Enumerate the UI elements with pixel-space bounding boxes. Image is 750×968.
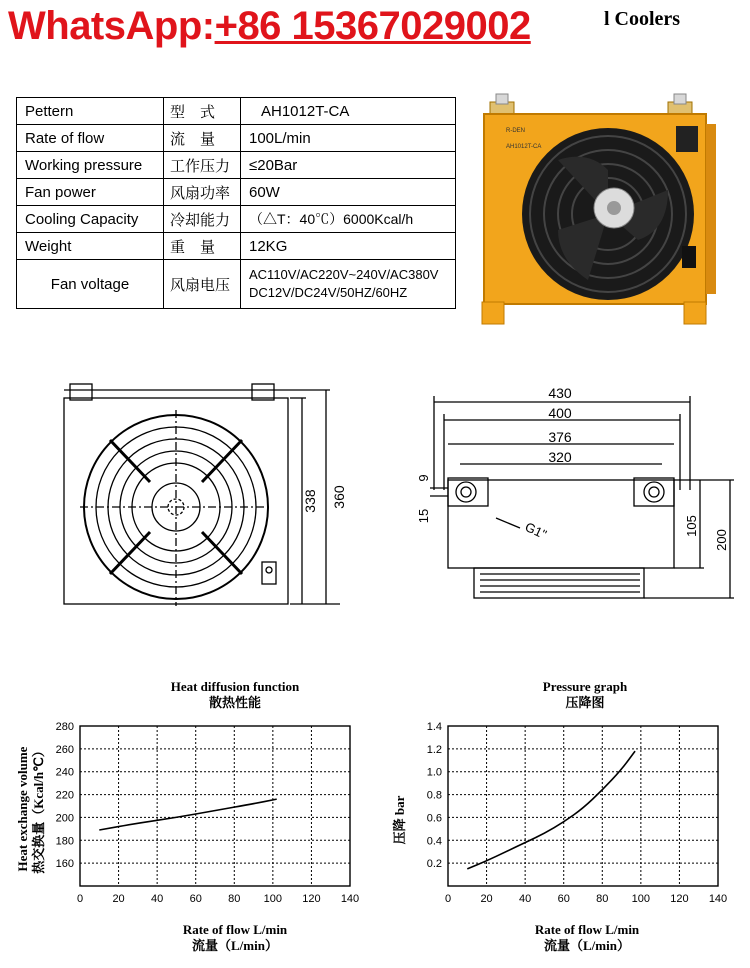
heat-series-line: [99, 799, 276, 830]
spec-value: 12KG: [241, 233, 456, 260]
heat-xlabel-cn: 流量（L/min）: [192, 938, 278, 953]
thread-label: G1": [522, 519, 549, 543]
pressure-ytick-label: 1.2: [426, 743, 442, 756]
pressure-ytick-label: 0.4: [426, 835, 442, 848]
spec-value: AH1012T-CA: [241, 98, 456, 125]
whatsapp-number[interactable]: +86 15367029002: [214, 4, 531, 48]
spec-en: Fan power: [17, 179, 164, 206]
heat-xtick-label: 120: [302, 893, 321, 905]
heat-xtick-label: 20: [112, 893, 125, 905]
pressure-ytick-label: 0.6: [426, 812, 442, 825]
pressure-xtick-label: 0: [444, 893, 452, 905]
heat-chart: [40, 718, 370, 910]
heat-ytick-label: 160: [55, 858, 74, 871]
heat-title-en: Heat diffusion function: [170, 679, 300, 694]
spec-cn: 冷却能力: [164, 206, 241, 233]
heat-xtick-label: 60: [189, 893, 202, 905]
table-row: [17, 233, 456, 260]
pressure-xlabel-cn: 流量（L/min）: [544, 938, 630, 953]
heat-xtick-label: 140: [340, 893, 360, 905]
heat-ytick-label: 180: [55, 835, 74, 848]
pressure-ytick-label: 0.2: [426, 858, 442, 871]
spec-value: 100L/min: [241, 125, 456, 152]
pressure-xtick-label: 120: [670, 893, 689, 905]
spec-cn: 风扇电压: [164, 260, 241, 309]
heat-xtick-label: 100: [263, 893, 283, 905]
pressure-xlabel: [462, 922, 712, 954]
side-view: [430, 396, 734, 598]
dim-320: 320: [548, 449, 572, 465]
pressure-chart: [408, 718, 738, 910]
whatsapp-contact[interactable]: [8, 4, 531, 49]
table-row: [17, 98, 456, 125]
dim-338: 338: [302, 489, 318, 513]
heat-xlabel: [110, 922, 360, 954]
spec-value: [241, 260, 456, 309]
dim-376: 376: [548, 429, 572, 445]
dim-430: 430: [548, 385, 572, 401]
spec-en: Weight: [17, 233, 164, 260]
heat-ytick-label: 280: [55, 721, 74, 733]
whatsapp-label: WhatsApp:: [8, 4, 215, 48]
pressure-xtick-label: 20: [480, 893, 493, 905]
front-view: [64, 384, 340, 606]
heat-xtick-label: 40: [151, 893, 164, 905]
spec-cn: 工作压力: [164, 152, 241, 179]
table-row: [17, 179, 456, 206]
heat-xlabel-en: Rate of flow L/min: [182, 922, 288, 937]
heat-chart-title: [120, 679, 350, 711]
spec-en: Working pressure: [17, 152, 164, 179]
photo-brand: R-DEN: [506, 128, 525, 134]
spec-en: Fan voltage: [17, 260, 164, 309]
heat-ytick-label: 240: [55, 766, 74, 779]
voltage-line-1: AC110V/AC220V~240V/AC380V: [249, 267, 439, 282]
spec-cn: 型 式: [164, 98, 241, 125]
heat-xtick-label: 0: [76, 893, 84, 905]
pressure-title-cn: 压降图: [565, 695, 605, 710]
heat-title-cn: 散热性能: [208, 695, 261, 710]
dim-15: 15: [416, 508, 431, 524]
spec-cn: 流 量: [164, 125, 241, 152]
spec-en: Pettern: [17, 98, 164, 125]
dim-200: 200: [714, 529, 729, 551]
title-fragment: l Coolers: [604, 8, 681, 30]
dim-105: 105: [684, 515, 699, 537]
pressure-series-line: [467, 751, 635, 869]
dim-9: 9: [416, 474, 431, 482]
table-row: [17, 260, 456, 309]
spec-cn: 重 量: [164, 233, 241, 260]
pressure-xtick-label: 100: [631, 893, 651, 905]
heat-ylabel-cn: 热交换量（Kcal/h℃）: [31, 744, 46, 874]
pressure-xtick-label: 40: [519, 893, 532, 905]
heat-ylabel-en: Heat exchange volume: [15, 746, 30, 872]
table-row: [17, 206, 456, 233]
product-photo: [478, 90, 723, 330]
heat-ytick-label: 220: [55, 789, 74, 802]
pressure-ytick-label: 1.4: [426, 721, 442, 733]
heat-ytick-label: 200: [55, 812, 74, 825]
pressure-ytick-label: 0.8: [426, 789, 442, 802]
pressure-xtick-label: 80: [596, 893, 609, 905]
heat-xtick-label: 80: [228, 893, 241, 905]
technical-drawing: [0, 370, 750, 620]
pressure-chart-title: [470, 679, 700, 711]
spec-en: Cooling Capacity: [17, 206, 164, 233]
spec-value: 60W: [241, 179, 456, 206]
voltage-line-2: DC12V/DC24V/50HZ/60HZ: [249, 285, 408, 300]
spec-value: ≤20Bar: [241, 152, 456, 179]
pressure-ytick-label: 1.0: [426, 766, 442, 779]
photo-label: AH1012T-CA: [506, 144, 542, 150]
dim-400: 400: [548, 405, 572, 421]
spec-value: （△T：40℃）6000Kcal/h: [241, 206, 456, 233]
spec-table: [16, 97, 456, 309]
table-row: [17, 125, 456, 152]
spec-en: Rate of flow: [17, 125, 164, 152]
pressure-plot-frame: [448, 726, 718, 886]
heat-ytick-label: 260: [55, 743, 74, 756]
pressure-xlabel-en: Rate of flow L/min: [534, 922, 640, 937]
pressure-xtick-label: 140: [708, 893, 728, 905]
heat-plot-frame: [80, 726, 350, 886]
table-row: [17, 152, 456, 179]
pressure-title-en: Pressure graph: [542, 679, 628, 694]
dim-360: 360: [331, 485, 347, 509]
pressure-xtick-label: 60: [557, 893, 570, 905]
pressure-ylabel: 压降 bar: [392, 795, 407, 845]
spec-cn: 风扇功率: [164, 179, 241, 206]
